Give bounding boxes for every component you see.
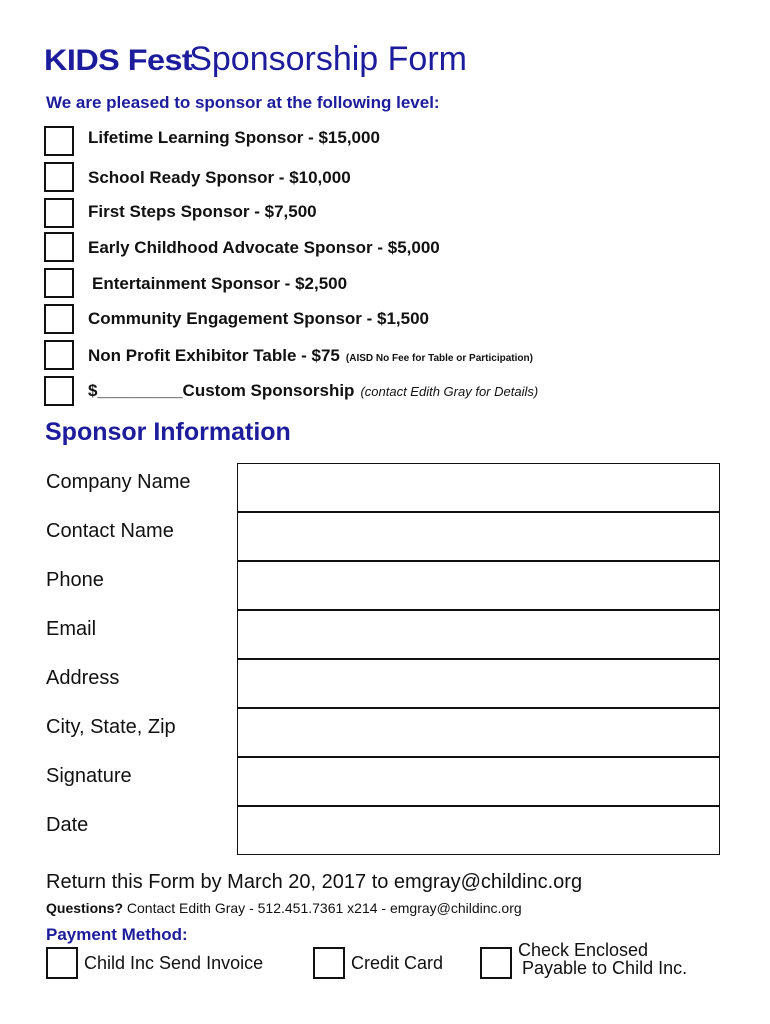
form-title: Sponsorship Form: [189, 40, 467, 78]
payment-checkbox[interactable]: [480, 947, 512, 979]
company-name-input[interactable]: [237, 463, 720, 512]
level-label: Entertainment Sponsor - $2,500: [92, 274, 348, 293]
field-label: Date: [46, 814, 89, 836]
level-label: School Ready Sponsor - $10,000: [88, 168, 351, 187]
level-checkbox[interactable]: [44, 162, 74, 192]
field-city-state-zip: [0, 708, 770, 757]
email-input[interactable]: [237, 610, 720, 659]
field-label: Company Name: [46, 471, 191, 493]
level-label: Community Engagement Sponsor - $1,500: [88, 309, 430, 328]
kids-fest-logo: KIDS Fest: [44, 44, 193, 77]
field-label: Address: [46, 667, 120, 689]
field-date: [0, 806, 770, 855]
page-title: [44, 42, 467, 76]
level-label: Lifetime Learning Sponsor - $15,000: [88, 128, 380, 147]
field-phone: [0, 561, 770, 610]
payment-option-label: Credit Card: [351, 953, 444, 973]
level-label: Early Childhood Advocate Sponsor - $5,000: [88, 238, 440, 257]
level-label: Non Profit Exhibitor Table - $75 (AISD No Fee for Table or Participation): [88, 346, 533, 365]
questions-contact: [46, 900, 522, 916]
payment-option-label: Check Enclosed Payable to Child Inc.: [518, 940, 688, 978]
level-checkbox[interactable]: [44, 268, 74, 298]
contact-name-input[interactable]: [237, 512, 720, 561]
field-company-name: [0, 463, 770, 512]
phone-input[interactable]: [237, 561, 720, 610]
level-note: (AISD No Fee for Table or Participation): [345, 353, 533, 364]
level-checkbox[interactable]: [44, 304, 74, 334]
field-contact-name: [0, 512, 770, 561]
field-label: Signature: [46, 765, 132, 787]
payment-checkbox[interactable]: [313, 947, 345, 979]
level-checkbox[interactable]: [44, 232, 74, 262]
field-label: Email: [46, 618, 97, 640]
field-label: Contact Name: [46, 520, 174, 542]
questions-label: Questions?: [46, 900, 124, 916]
sponsor-information-title: Sponsor Information: [45, 418, 291, 446]
signature-input[interactable]: [237, 757, 720, 806]
address-input[interactable]: [237, 659, 720, 708]
field-signature: [0, 757, 770, 806]
level-checkbox[interactable]: [44, 198, 74, 228]
field-label: City, State, Zip: [46, 716, 176, 738]
payment-option-label: Child Inc Send Invoice: [84, 953, 264, 973]
level-checkbox[interactable]: [44, 126, 74, 156]
field-email: [0, 610, 770, 659]
level-label: $_________Custom Sponsorship (contact Edith Gray for Details): [88, 381, 539, 400]
field-label: Phone: [46, 569, 104, 591]
payment-checkbox[interactable]: [46, 947, 78, 979]
level-label: First Steps Sponsor - $7,500: [88, 202, 317, 221]
questions-text: Contact Edith Gray - 512.451.7361 x214 - emgray@childinc.org: [126, 900, 522, 916]
level-checkbox[interactable]: [44, 376, 74, 406]
city-state-zip-input[interactable]: [237, 708, 720, 757]
level-note: (contact Edith Gray for Details): [360, 384, 539, 399]
sponsorship-level-intro: We are pleased to sponsor at the following level:: [46, 93, 440, 112]
field-address: [0, 659, 770, 708]
return-instructions: Return this Form by March 20, 2017 to emgray@childinc.org: [46, 871, 583, 893]
payment-method-title: Payment Method:: [46, 925, 188, 944]
date-input[interactable]: [237, 806, 720, 855]
level-checkbox[interactable]: [44, 340, 74, 370]
